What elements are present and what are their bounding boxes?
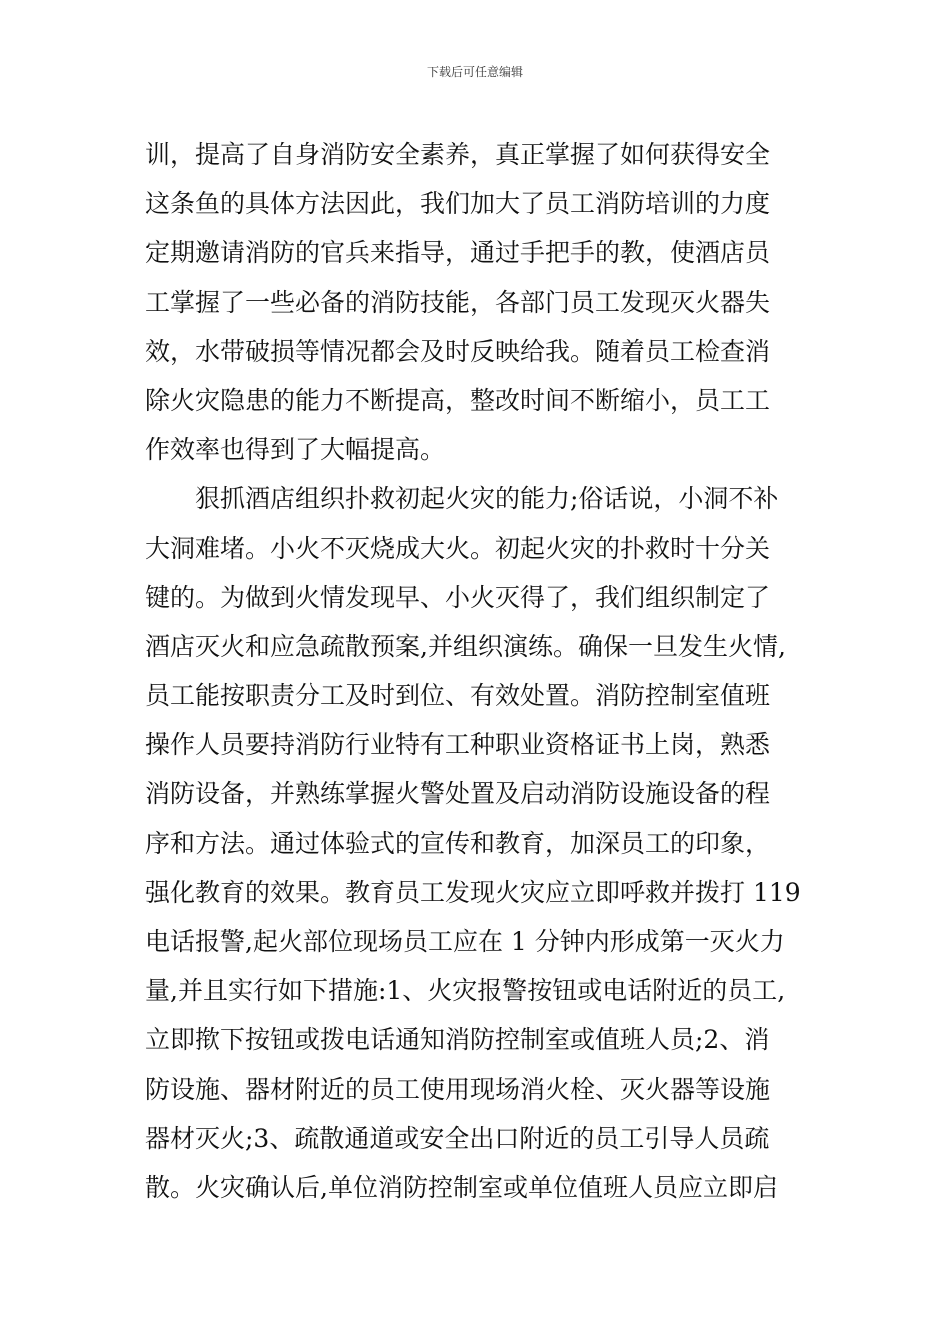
text-line: 操作人员要持消防行业特有工种职业资格证书上岗，熟悉 <box>145 730 771 760</box>
text-line: 键的。为做到火情发现早、小火灭得了，我们组织制定了 <box>145 582 771 612</box>
text-line: 电话报警,起火部位现场员工应在 1 分钟内形成第一灭火力 <box>145 927 785 956</box>
text-line: 消防设备，并熟练掌握火警处置及启动消防设施设备的程 <box>145 779 771 809</box>
text-line: 防设施、器材附近的员工使用现场消火栓、灭火器等设施 <box>145 1074 771 1104</box>
text-line: 训，提高了自身消防安全素养，真正掌握了如何获得安全 <box>145 140 771 169</box>
text-line: 员工能按职责分工及时到位、有效处置。消防控制室值班 <box>145 681 771 711</box>
text-line: 大洞难堵。小火不灭烧成大火。初起火灾的扑救时十分关 <box>145 533 771 563</box>
text-line: 定期邀请消防的官兵来指导，通过手把手的教，使酒店员 <box>145 238 771 268</box>
text-line: 效，水带破损等情况都会及时反映给我。随着员工检查消 <box>145 336 771 366</box>
text-line: 序和方法。通过体验式的宣传和教育，加深员工的印象， <box>145 828 771 858</box>
text-line: 作效率也得到了大幅提高。 <box>145 435 446 465</box>
text-line: 除火灾隐患的能力不断提高，整改时间不断缩小，员工工 <box>145 385 771 415</box>
text-line: 器材灭火;3、疏散通道或安全出口附近的员工引导人员疏 <box>145 1123 770 1153</box>
page-header: 下载后可任意编辑 <box>426 65 523 79</box>
document-body <box>145 130 815 1212</box>
text-line: 这条鱼的具体方法因此，我们加大了员工消防培训的力度 <box>145 189 771 219</box>
text-line: 量,并且实行如下措施:1、火灾报警按钮或电话附近的员工, <box>145 976 786 1006</box>
text-line: 工掌握了一些必备的消防技能，各部门员工发现灭火器失 <box>145 287 771 317</box>
text-line: 酒店灭火和应急疏散预案,并组织演练。确保一旦发生火情, <box>145 631 786 661</box>
text-line: 散。火灾确认后,单位消防控制室或单位值班人员应立即启 <box>145 1172 778 1202</box>
text-line: 狠抓酒店组织扑救初起火灾的能力;俗话说，小洞不补 <box>145 484 779 514</box>
text-line: 立即揿下按钮或拨电话通知消防控制室或值班人员;2、消 <box>145 1025 770 1055</box>
text-line: 强化教育的效果。教育员工发现火灾应立即呼救并拨打 119 <box>145 877 801 907</box>
